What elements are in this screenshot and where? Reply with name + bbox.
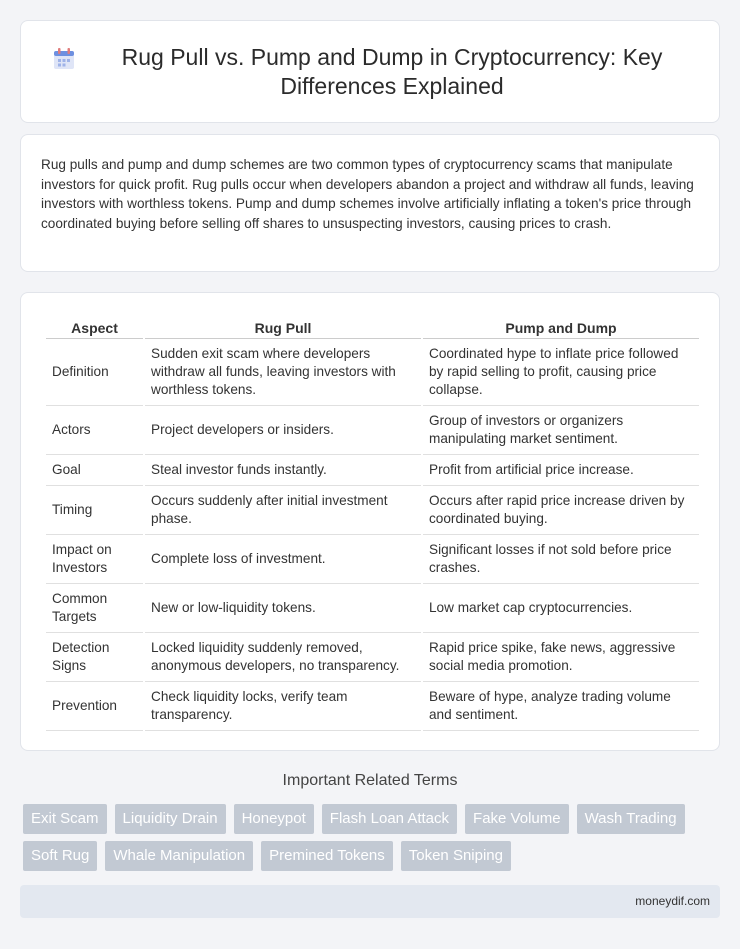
intro-paragraph: Rug pulls and pump and dump schemes are two common types of cryptocurrency scams that manipulate investors for quick profit. Rug pulls occur when developers abandon a project and withdraw all funds, leaving investors with worthless tokens. Pump and dump schemes involve artificially inflating a token's price through coordinated buying before selling off shares to unsuspecting investors, causing prices to crash.	[41, 157, 694, 231]
comparison-table	[44, 313, 701, 731]
header-aspect: Aspect	[46, 313, 143, 339]
row-aspect: Detection Signs	[46, 633, 143, 682]
row-rug-pull: Sudden exit scam where developers withdraw all funds, leaving investors with worthless tokens.	[145, 339, 421, 406]
table-row	[46, 455, 699, 486]
comparison-table-card	[20, 292, 720, 751]
tag-fake-volume[interactable]: Fake Volume	[465, 804, 569, 834]
footer-site[interactable]: moneydif.com	[635, 894, 710, 908]
row-rug-pull: Check liquidity locks, verify team transparency.	[145, 682, 421, 731]
row-pump-and-dump: Low market cap cryptocurrencies.	[423, 584, 699, 633]
row-pump-and-dump: Coordinated hype to inflate price followed by rapid selling to profit, causing price collapse.	[423, 339, 699, 406]
row-rug-pull: New or low-liquidity tokens.	[145, 584, 421, 633]
tag-whale-manipulation[interactable]: Whale Manipulation	[105, 841, 253, 871]
page-title: Rug Pull vs. Pump and Dump in Cryptocurrency: Key Differences Explained	[121, 43, 663, 99]
table-row	[46, 584, 699, 633]
header-pump-and-dump: Pump and Dump	[423, 313, 699, 339]
header-rug-pull: Rug Pull	[145, 313, 421, 339]
tag-soft-rug[interactable]: Soft Rug	[23, 841, 97, 871]
table-row	[46, 406, 699, 455]
tag-wash-trading[interactable]: Wash Trading	[577, 804, 685, 834]
row-aspect: Common Targets	[46, 584, 143, 633]
related-terms-tags	[23, 804, 723, 878]
tag-exit-scam[interactable]: Exit Scam	[23, 804, 107, 834]
tag-liquidity-drain[interactable]: Liquidity Drain	[115, 804, 226, 834]
header-card	[20, 20, 720, 123]
row-aspect: Actors	[46, 406, 143, 455]
row-aspect: Timing	[46, 486, 143, 535]
table-row	[46, 486, 699, 535]
row-aspect: Impact on Investors	[46, 535, 143, 584]
row-rug-pull: Complete loss of investment.	[145, 535, 421, 584]
table-row	[46, 339, 699, 406]
row-rug-pull: Steal investor funds instantly.	[145, 455, 421, 486]
row-pump-and-dump: Rapid price spike, fake news, aggressive social media promotion.	[423, 633, 699, 682]
table-header-row	[46, 313, 699, 339]
intro-card	[20, 134, 720, 272]
row-rug-pull: Locked liquidity suddenly removed, anonymous developers, no transparency.	[145, 633, 421, 682]
row-pump-and-dump: Beware of hype, analyze trading volume and sentiment.	[423, 682, 699, 731]
table-row	[46, 535, 699, 584]
row-rug-pull: Occurs suddenly after initial investment phase.	[145, 486, 421, 535]
tag-honeypot[interactable]: Honeypot	[234, 804, 314, 834]
row-aspect: Goal	[46, 455, 143, 486]
tag-premined-tokens[interactable]: Premined Tokens	[261, 841, 393, 871]
tag-flash-loan-attack[interactable]: Flash Loan Attack	[322, 804, 457, 834]
row-pump-and-dump: Group of investors or organizers manipulating market sentiment.	[423, 406, 699, 455]
table-row	[46, 633, 699, 682]
tag-token-sniping[interactable]: Token Sniping	[401, 841, 511, 871]
row-rug-pull: Project developers or insiders.	[145, 406, 421, 455]
row-pump-and-dump: Significant losses if not sold before price crashes.	[423, 535, 699, 584]
table-row	[46, 682, 699, 731]
footer	[20, 885, 720, 918]
related-terms-title: Important Related Terms	[282, 772, 458, 789]
row-pump-and-dump: Occurs after rapid price increase driven by coordinated buying.	[423, 486, 699, 535]
calendar-icon	[51, 46, 77, 72]
row-aspect: Definition	[46, 339, 143, 406]
row-pump-and-dump: Profit from artificial price increase.	[423, 455, 699, 486]
row-aspect: Prevention	[46, 682, 143, 731]
